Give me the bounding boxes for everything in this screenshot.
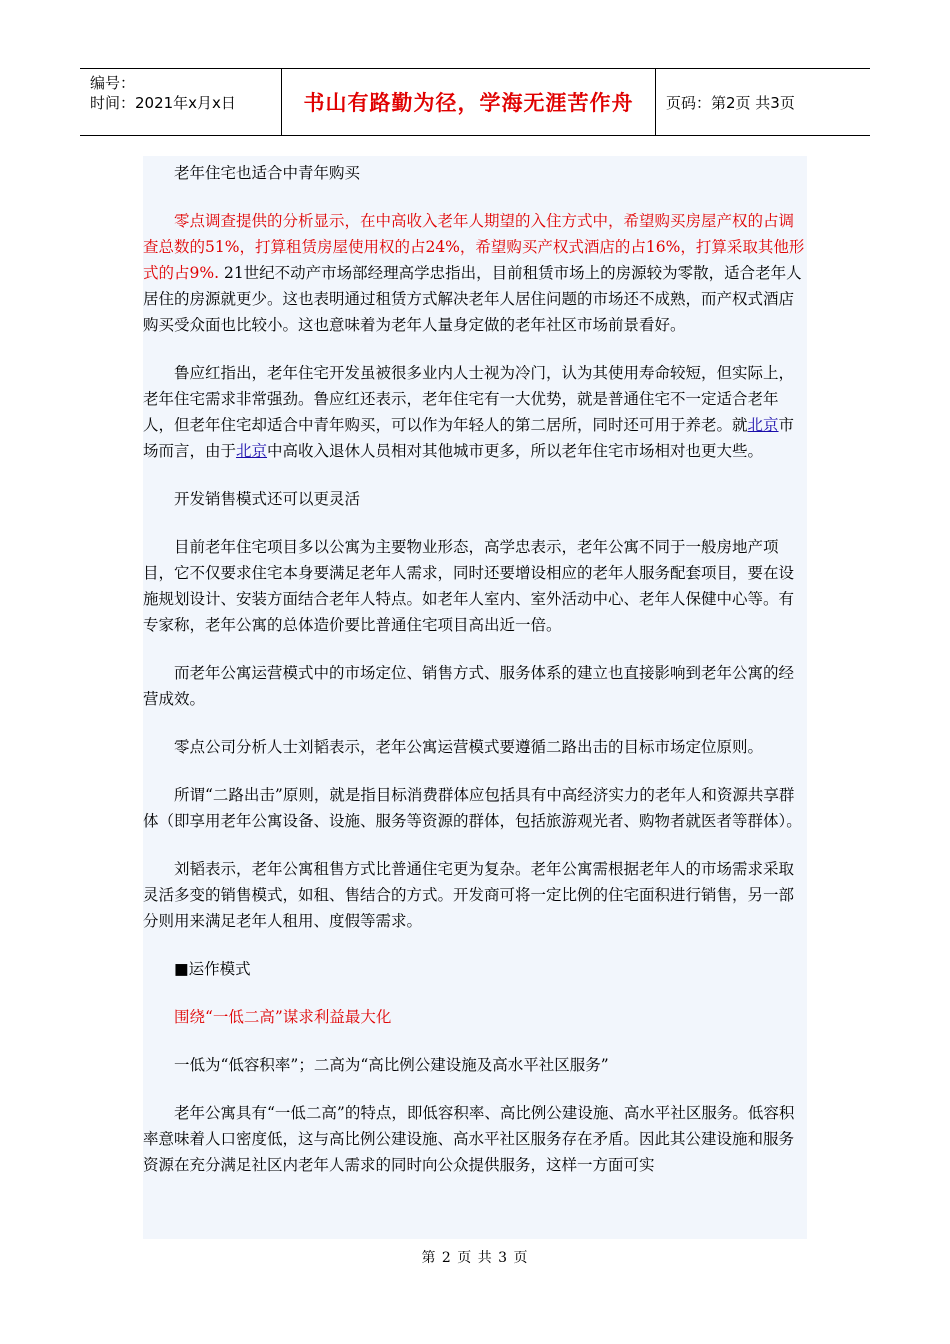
beijing-link[interactable]: 北京	[236, 442, 268, 460]
paragraph: 刘韬表示，老年公寓租售方式比普通住宅更为复杂。老年公寓需根据老年人的市场需求采取灵活多变的销售模式，如租、售结合的方式。开发商可将一定比例的住宅面积进行销售，另一部分则用来满足老年人租用、度假等需求。	[143, 860, 795, 930]
paragraph	[143, 360, 807, 464]
subheading-red: 围绕“一低二高”谋求利益最大化	[174, 1008, 392, 1026]
section-heading: ■运作模式	[174, 960, 251, 978]
header-meta	[80, 69, 282, 135]
header-page-info: 页码：第2页 共3页	[666, 93, 795, 112]
highlighted-survey-text: 零点调查提供的分析显示，在中高收入老年人期望的入住方式中，希望购买房屋产权的占调查总数的51%，打算租赁房屋使用权的占24%，希望购买产权式酒店的占16%，打算采取其他形式的占9%.	[143, 212, 805, 282]
page-footer: 第 2 页 共 3 页	[421, 1250, 529, 1266]
paragraph	[143, 208, 807, 338]
paragraph-text: 21世纪不动产市场部经理高学忠指出，目前租赁市场上的房源较为零散，适合老年人居住的房源就更少。这也表明通过租赁方式解决老年人居住问题的市场还不成熟，而产权式酒店购买受众面也比较小。这也意味着为老年人量身定做的老年社区市场前景看好。	[143, 264, 802, 334]
section-heading: 老年住宅也适合中青年购买	[174, 164, 361, 182]
paragraph: 零点公司分析人士刘韬表示，老年公寓运营模式要遵循二路出击的目标市场定位原则。	[174, 738, 764, 756]
doc-date-label: 时间：2021年x月x日	[90, 94, 236, 112]
paragraph-text: 市场而言，由于	[143, 416, 795, 460]
paragraph: 所谓“二路出击”原则，就是指目标消费群体应包括具有中高经济实力的老年人和资源共享群体（即享用老年公寓设备、设施、服务等资源的群体，包括旅游观光者、购物者就医者等群体）。	[143, 786, 802, 830]
paragraph-text: 鲁应红指出，老年住宅开发虽被很多业内人士视为冷门，认为其使用寿命较短，但实际上，老年住宅需求非常强劲。鲁应红还表示，老年住宅有一大优势，就是普通住宅不一定适合老年人，但老年住宅却适合中青年购买，可以作为年轻人的第二居所，同时还可用于养老。就	[143, 364, 795, 434]
section-heading: 开发销售模式还可以更灵活	[174, 490, 361, 508]
paragraph: 目前老年住宅项目多以公寓为主要物业形态，高学忠表示，老年公寓不同于一般房地产项目，它不仅要求住宅本身要满足老年人需求，同时还要增设相应的老年人服务配套项目，要在设施规划设计、安装方面结合老年人特点。如老年人室内、室外活动中心、老年人保健中心等。有专家称，老年公寓的总体造价要比普通住宅项目高出近一倍。	[143, 538, 795, 634]
page-header	[80, 68, 870, 136]
article-body	[143, 156, 807, 1239]
paragraph: 老年公寓具有“一低二高”的特点，即低容积率、高比例公建设施、高水平社区服务。低容积率意味着人口密度低，这与高比例公建设施、高水平社区服务存在矛盾。因此其公建设施和服务资源在充分满足社区内老年人需求的同时向公众提供服务，这样一方面可实	[143, 1104, 795, 1174]
header-motto: 书山有路勤为径，学海无涯苦作舟	[282, 69, 656, 135]
beijing-link[interactable]: 北京	[747, 416, 779, 434]
doc-number-label: 编号：	[90, 74, 136, 92]
paragraph: 一低为“低容积率”；二高为“高比例公建设施及高水平社区服务”	[174, 1056, 609, 1074]
paragraph: 而老年公寓运营模式中的市场定位、销售方式、服务体系的建立也直接影响到老年公寓的经营成效。	[143, 664, 795, 708]
paragraph-text: 中高收入退休人员相对其他城市更多，所以老年住宅市场相对也更大些。	[267, 442, 764, 460]
